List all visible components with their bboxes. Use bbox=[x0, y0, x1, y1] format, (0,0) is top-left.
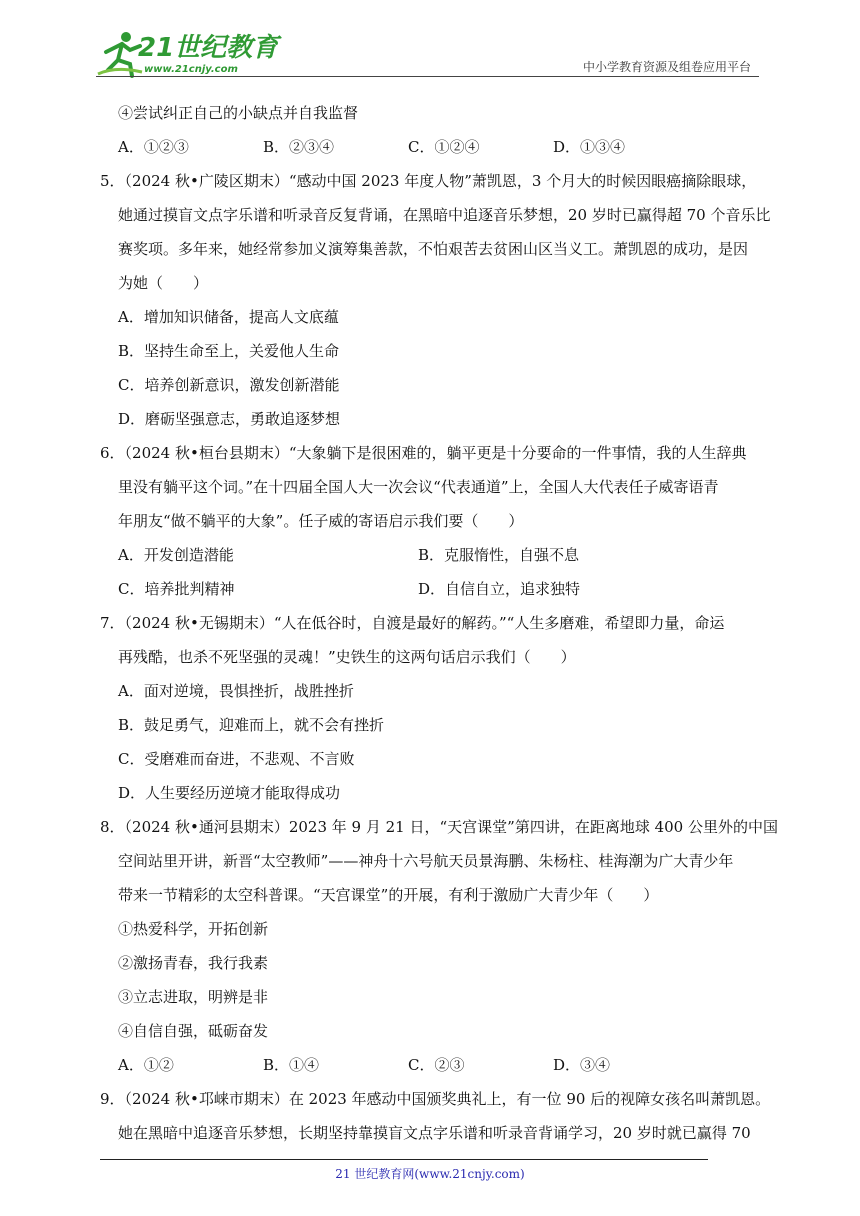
option-a: A．①②③ bbox=[118, 138, 189, 156]
exam-content bbox=[100, 96, 778, 1150]
statement-4: ④尝试纠正自己的小缺点并自我监督 bbox=[118, 104, 359, 122]
q5-option-b: B．坚持生命至上，关爱他人生命 bbox=[118, 342, 340, 360]
q6-options-cd bbox=[100, 572, 770, 606]
q7-option-c: C．受磨难而奋进，不悲观、不言败 bbox=[118, 750, 355, 768]
page-header bbox=[96, 24, 759, 80]
option-b: B．②③④ bbox=[263, 138, 335, 156]
question-8-line-2: 空间站里开讲，新晋“太空教师”——神舟十六号航天员景海鹏、朱杨柱、桂海潮为广大青少年 bbox=[118, 852, 734, 870]
q8-option-a: A．①② bbox=[118, 1056, 174, 1074]
q6-option-b: B．克服惰性，自强不息 bbox=[418, 546, 580, 564]
question-6-line-2: 里没有躺平这个词。”在十四届全国人大一次会议“代表通道”上，全国人大代表任子威寄语青 bbox=[118, 478, 719, 496]
logo-text: 21世纪教育 bbox=[138, 33, 279, 63]
question-5-line-2: 她通过摸盲文点字乐谱和听录音反复背诵，在黑暗中追逐音乐梦想，20 岁时已赢得超 70 个音乐比 bbox=[118, 206, 771, 224]
logo-url: www.21cnjy.com bbox=[144, 64, 238, 75]
q8-statement-2: ②激扬青春，我行我素 bbox=[118, 954, 269, 972]
question-6-line-1: 6．（2024 秋•桓台县期末）“大象躺下是很困难的，躺平更是十分要命的一件事情，我的人生辞典 bbox=[100, 444, 747, 462]
q5-option-c: C．培养创新意识，激发创新潜能 bbox=[118, 376, 340, 394]
site-logo[interactable] bbox=[96, 30, 279, 78]
question-5-line-4: 为她（ ） bbox=[118, 274, 209, 292]
question-7-line-2: 再残酷，也杀不死坚强的灵魂！”史铁生的这两句话启示我们（ ） bbox=[118, 648, 576, 666]
question-8-line-3: 带来一节精彩的太空科普课。“天宫课堂”的开展，有利于激励广大青少年（ ） bbox=[118, 886, 659, 904]
header-tagline: 中小学教育资源及组卷应用平台 bbox=[582, 60, 751, 74]
q6-option-a: A．开发创造潜能 bbox=[118, 546, 234, 564]
footer-divider bbox=[100, 1159, 708, 1160]
q6-option-d: D．自信自立，追求独特 bbox=[418, 580, 581, 598]
q5-option-d: D．磨砺坚强意志，勇敢追逐梦想 bbox=[118, 410, 341, 428]
q6-option-c: C．培养批判精神 bbox=[118, 580, 235, 598]
question-5-line-1: 5．（2024 秋•广陵区期末）“感动中国 2023 年度人物”萧凯恩，3 个月大的时候因眼癌摘除眼球， bbox=[100, 172, 757, 190]
question-8-line-1: 8．（2024 秋•通河县期末）2023 年 9 月 21 日，“天宫课堂”第四讲，在距离地球 400 公里外的中国 bbox=[100, 818, 778, 836]
q8-statement-4: ④自信自强，砥砺奋发 bbox=[118, 1022, 269, 1040]
q8-answer-options bbox=[100, 1048, 770, 1082]
q6-options-ab bbox=[100, 538, 770, 572]
q8-option-c: C．②③ bbox=[408, 1056, 465, 1074]
question-6-line-3: 年朋友“做不躺平的大象”。任子威的寄语启示我们要（ ） bbox=[118, 512, 524, 530]
q7-option-d: D．人生要经历逆境才能取得成功 bbox=[118, 784, 341, 802]
q8-option-d: D．③④ bbox=[553, 1056, 611, 1074]
q8-option-b: B．①④ bbox=[263, 1056, 320, 1074]
runner-icon bbox=[96, 30, 144, 78]
option-d: D．①③④ bbox=[553, 138, 626, 156]
footer-link[interactable]: 21 世纪教育网(www.21cnjy.com) bbox=[335, 1167, 525, 1181]
q7-option-a: A．面对逆境，畏惧挫折，战胜挫折 bbox=[118, 682, 354, 700]
q7-option-b: B．鼓足勇气，迎难而上，就不会有挫折 bbox=[118, 716, 385, 734]
question-5-line-3: 赛奖项。多年来，她经常参加义演筹集善款，不怕艰苦去贫困山区当义工。萧凯恩的成功，是因 bbox=[118, 240, 749, 258]
q8-statement-3: ③立志进取，明辨是非 bbox=[118, 988, 269, 1006]
answer-options-q4 bbox=[100, 130, 770, 164]
question-7-line-1: 7．（2024 秋•无锡期末）“人在低谷时，自渡是最好的解药。”“人生多磨难，希望即力量，命运 bbox=[100, 614, 725, 632]
question-9-line-1: 9．（2024 秋•邛崃市期末）在 2023 年感动中国颁奖典礼上，有一位 90 后的视障女孩名叫萧凯恩。 bbox=[100, 1090, 771, 1108]
q5-option-a: A．增加知识储备，提高人文底蕴 bbox=[118, 308, 339, 326]
q8-statement-1: ①热爱科学，开拓创新 bbox=[118, 920, 269, 938]
option-c: C．①②④ bbox=[408, 138, 480, 156]
question-9-line-2: 她在黑暗中追逐音乐梦想，长期坚持靠摸盲文点字乐谱和听录音背诵学习，20 岁时就已赢得 70 bbox=[118, 1124, 751, 1142]
header-divider bbox=[96, 76, 759, 77]
